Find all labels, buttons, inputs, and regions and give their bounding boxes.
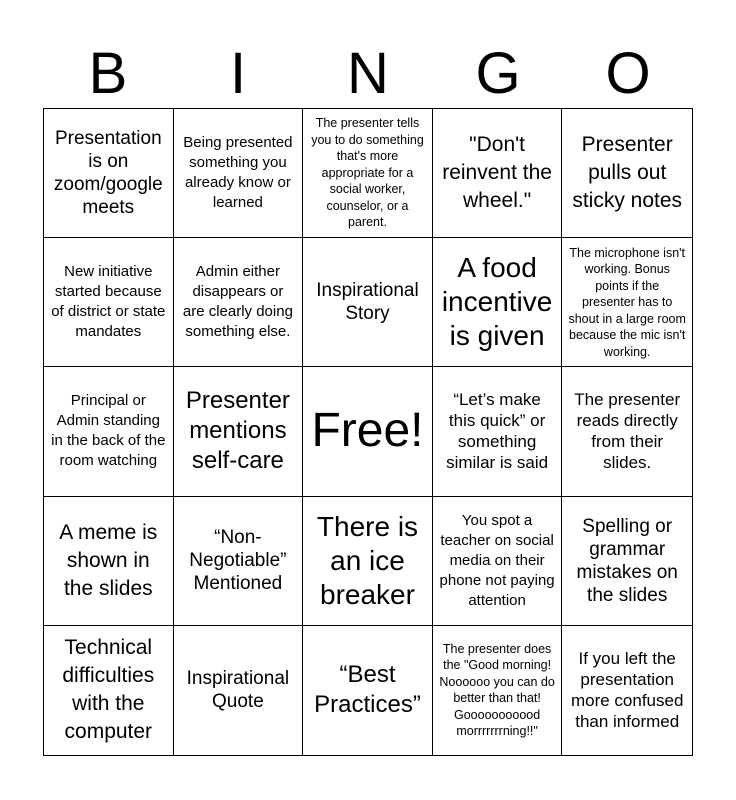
cell-text: Admin either disappears or are clearly doing something else.	[182, 263, 293, 341]
cell-text: There is an ice breaker	[316, 510, 419, 610]
bingo-board	[43, 108, 693, 756]
bingo-cell-n3-free[interactable]	[303, 367, 433, 496]
cell-text: The presenter tells you to do something that's more appropriate for a social worker, counselor, or a parent.	[311, 116, 424, 230]
free-space-text: Free!	[311, 404, 424, 458]
cell-text: The microphone isn't working. Bonus points if the presenter has to shout in a large room because the mic isn't working.	[568, 245, 686, 359]
cell-text: You spot a teacher on social media on their phone not paying attention	[439, 511, 555, 609]
bingo-cell-i2[interactable]	[174, 238, 304, 367]
bingo-cell-o2[interactable]	[562, 238, 692, 367]
cell-text: If you left the presentation more confused than informed	[570, 649, 684, 732]
header-letter-g: G	[475, 41, 521, 106]
bingo-cell-n1[interactable]	[303, 109, 433, 238]
cell-text: Presenter pulls out sticky notes	[572, 133, 683, 213]
bingo-cell-b2[interactable]	[44, 238, 174, 367]
bingo-cell-o5[interactable]	[562, 626, 692, 755]
bingo-cell-g4[interactable]	[433, 497, 563, 626]
cell-text: “Best Practices”	[314, 661, 421, 719]
bingo-cell-o4[interactable]	[562, 497, 692, 626]
bingo-cell-i5[interactable]	[174, 626, 304, 755]
cell-text: "Don't reinvent the wheel."	[442, 133, 552, 213]
bingo-cell-i3[interactable]	[174, 367, 304, 496]
bingo-cell-g5[interactable]	[433, 626, 563, 755]
cell-text: Spelling or grammar mistakes on the slides	[576, 515, 678, 606]
bingo-cell-n4[interactable]	[303, 497, 433, 626]
bingo-cell-b3[interactable]	[44, 367, 174, 496]
header-letter-b: B	[88, 41, 128, 106]
cell-text: A meme is shown in the slides	[59, 520, 158, 600]
bingo-cell-b1[interactable]	[44, 109, 174, 238]
cell-text: “Let’s make this quick” or something similar is said	[446, 390, 549, 473]
cell-text: Technical difficulties with the computer	[62, 636, 155, 744]
cell-text: Presenter mentions self-care	[185, 387, 290, 475]
bingo-cell-o1[interactable]	[562, 109, 692, 238]
cell-text: New initiative started because of district or state mandates	[51, 263, 166, 341]
cell-text: “Non-Negotiable” Mentioned	[189, 527, 287, 595]
cell-text: The presenter reads directly from their slides.	[574, 390, 681, 473]
cell-text: Principal or Admin standing in the back of the room watching	[51, 392, 166, 470]
bingo-cell-n2[interactable]	[303, 238, 433, 367]
bingo-header	[43, 40, 693, 108]
cell-text: Presentation is on zoom/google meets	[53, 128, 163, 219]
bingo-cell-o3[interactable]	[562, 367, 692, 496]
bingo-cell-b5[interactable]	[44, 626, 174, 755]
bingo-cell-b4[interactable]	[44, 497, 174, 626]
cell-text: Inspirational Quote	[186, 668, 290, 713]
bingo-cell-n5[interactable]	[303, 626, 433, 755]
cell-text: Being presented something you already know or learned	[183, 134, 293, 212]
bingo-cell-g3[interactable]	[433, 367, 563, 496]
header-letter-o: O	[605, 41, 651, 106]
bingo-cell-g2[interactable]	[433, 238, 563, 367]
cell-text: The presenter does the "Good morning! Noooooo you can do better than that! Gooooooooood morrrrrrrning!!"	[439, 641, 555, 739]
bingo-cell-i1[interactable]	[174, 109, 304, 238]
cell-text: Inspirational Story	[316, 280, 419, 325]
bingo-cell-g1[interactable]	[433, 109, 563, 238]
cell-text: A food incentive is given	[441, 252, 553, 352]
bingo-cell-i4[interactable]	[174, 497, 304, 626]
header-letter-i: I	[229, 41, 247, 106]
header-letter-n: N	[347, 41, 389, 106]
